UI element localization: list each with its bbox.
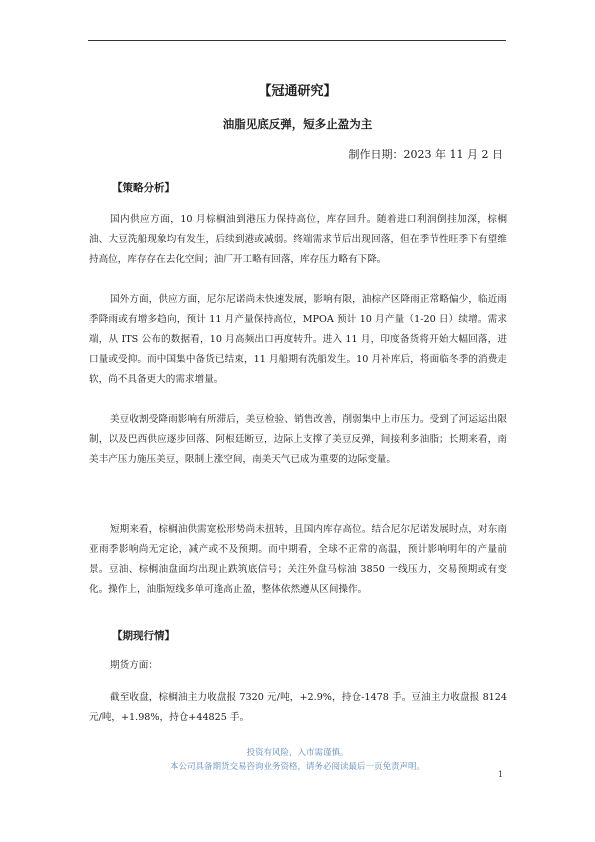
market-subheading: 期货方面： — [110, 660, 158, 671]
section-heading-market: 【期现行情】 — [112, 630, 175, 642]
disclaimer-footer — [0, 746, 595, 774]
disclaimer-note: 本公司具备期货交易咨询业务资格，请务必阅读最后一页免责声明。 — [169, 762, 425, 772]
report-date: 制作日期：2023 年 11 月 2 日 — [348, 148, 503, 161]
strategy-paragraph: 短期来看，棕榈油供需宽松形势尚未扭转，且国内库存高位。结合尼尔尼诺发展时点，对东南亚雨季影响尚无定论，减产或不及预期。而中期看，全球不正常的高温，预计影响明年的产量前景。豆油、棕榈油盘面均出现止跌筑底信号；关注外盘马棕油 3850 一线压力，交易预期或有变化。操作上，油脂短线多单可逢高止盈，整体依然遵从区间操作。 — [89, 524, 507, 595]
report-subtitle: 油脂见底反弹，短多止盈为主 — [222, 117, 373, 131]
header-rule — [88, 40, 506, 41]
page-number: 1 — [497, 770, 503, 779]
strategy-paragraph: 美豆收割受降雨影响有所滞后，美豆检验、销售改善，削弱集中上市压力。受到了河运运出限制，以及巴西供应逐步回落、阿根廷断豆，边际上支撑了美豆反弹，间接利多油脂；长期来看，南美丰产压力施压美豆，限制上涨空间，南美天气已成为重要的边际变量。 — [89, 414, 507, 465]
market-paragraph: 截至收盘，棕榈油主力收盘报 7320 元/吨，+2.9%，持仓-1478 手。豆油主力收盘报 8124 元/吨，+1.98%，持仓+44825 手。 — [89, 692, 507, 723]
section-heading-strategy: 【策略分析】 — [112, 182, 175, 194]
strategy-paragraph: 国外方面，供应方面，尼尔尼诺尚未快速发展，影响有限，油棕产区降雨正常略偏少，临近雨季降雨或有增多趋向，预计 11 月产量保持高位，MPOA 预计 10 月产量（1-20 日）续增。需求端，从 ITS 公布的数据看，10 月高频出口再度转升。进入 11 月，印度备货将开始大幅回落，进口量或受抑。而中国集中备货已结束，11 月船期有洗船发生。10 月补库后，将面临冬季的消费走软，尚不具备更大的需求增量。 — [89, 294, 507, 385]
risk-warning: 投资有风险，入市需谨慎。 — [246, 748, 349, 758]
strategy-paragraph: 国内供应方面，10 月棕榈油到港压力保持高位，库存回升。随着进口利润倒挂加深，棕榈油、大豆洗船现象均有发生，后续到港或减弱。终端需求节后出现回落，但在季节性旺季下有望维持高位，库存存在去化空间；油厂开工略有回落，库存压力略有下降。 — [89, 214, 507, 265]
report-brand-title: 【冠通研究】 — [258, 84, 337, 99]
